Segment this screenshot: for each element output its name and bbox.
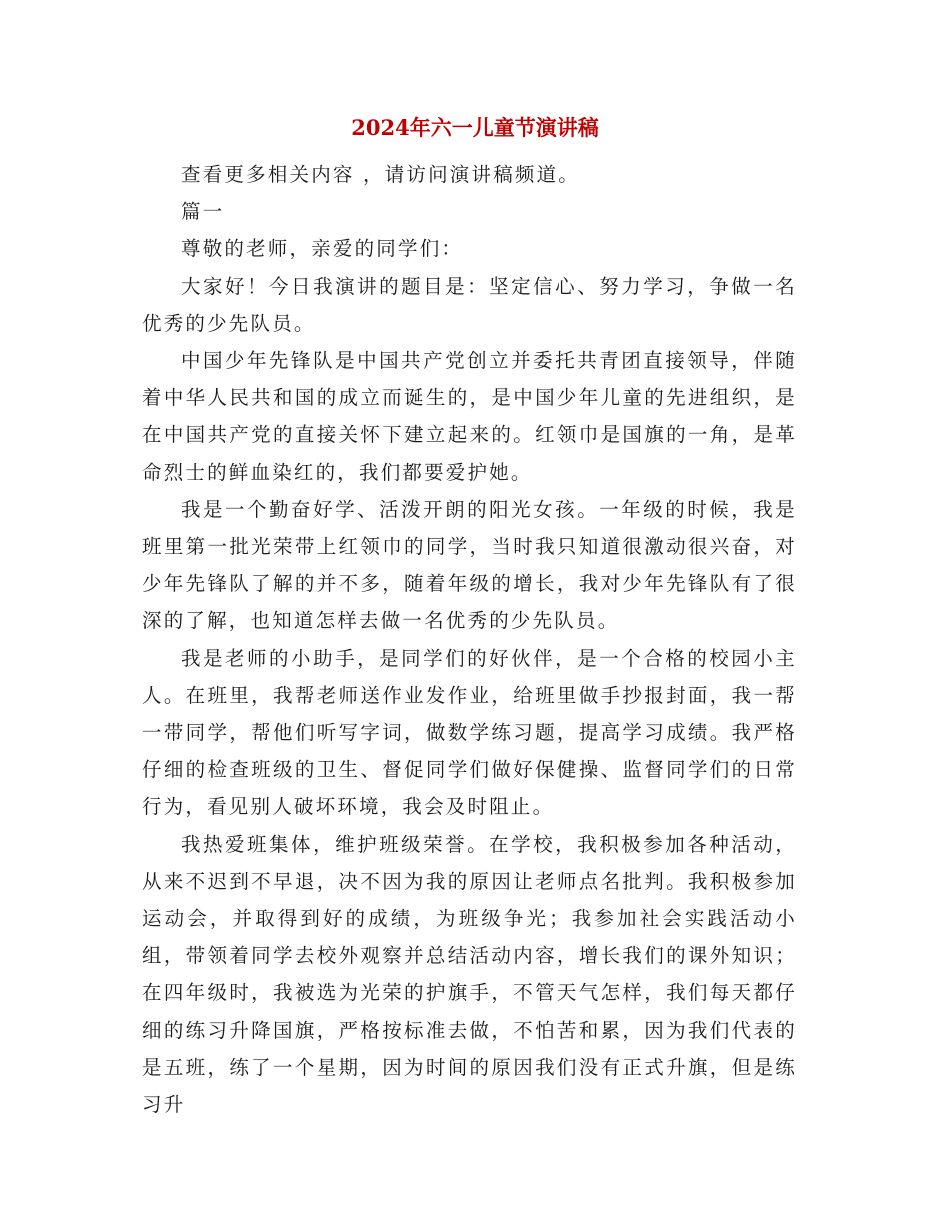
paragraph-pioneers: 中国少年先锋队是中国共产党创立并委托共青团直接领导，伴随着中华人民共和国的成立而诞生的，是中国少年儿童的先进组织，是在中国共产党的直接关怀下建立起来的。红领巾是国旗的一角，是革命烈士的鲜血染红的，我们都要爱护她。: [142, 349, 797, 484]
paragraph-class-honor: 我热爱班集体，维护班级荣誉。在学校，我积极参加各种活动，从来不迟到不早退，决不因为我的原因让老师点名批判。我积极参加运动会，并取得到好的成绩，为班级争光；我参加社会实践活动小组，带领着同学去校外观察并总结活动内容，增长我们的课外知识；在四年级时，我被选为光荣的护旗手，不管天气怎样，我们每天都仔细的练习升降国旗，严格按标准去做，不怕苦和累，因为我们代表的是五班，练了一个星期，因为时间的原因我们没有正式升旗，但是练习升: [142, 832, 797, 1117]
document-title: 2024年六一儿童节演讲稿: [351, 115, 599, 140]
paragraph-intro-link: 查看更多相关内容 ，请访问演讲稿频道。: [181, 163, 580, 186]
paragraph-greeting: 大家好！今日我演讲的题目是：坚定信心、努力学习，争做一名优秀的少先队员。: [142, 274, 797, 335]
paragraph-section-label: 篇一: [181, 200, 225, 224]
paragraph-self-intro: 我是一个勤奋好学、活泼开朗的阳光女孩。一年级的时候，我是班里第一批光荣带上红领巾的同学，当时我只知道很激动很兴奋，对少年先锋队了解的并不多，随着年级的增长，我对少年先锋队有了很深的了解，也知道怎样去做一名优秀的少先队员。: [142, 497, 797, 633]
document-body: [142, 156, 797, 1123]
paragraph-salutation: 尊敬的老师，亲爱的同学们：: [181, 237, 464, 261]
paragraph-helper: 我是老师的小助手，是同学们的好伙伴，是一个合格的校园小主人。在班里，我帮老师送作业发作业，给班里做手抄报封面，我一帮一带同学，帮他们听写字词，做数学练习题，提高学习成绩。我严格仔细的检查班级的卫生、督促同学们做好保健操、监督同学们的日常行为，看见别人破坏环境，我会及时阻止。: [142, 646, 797, 819]
